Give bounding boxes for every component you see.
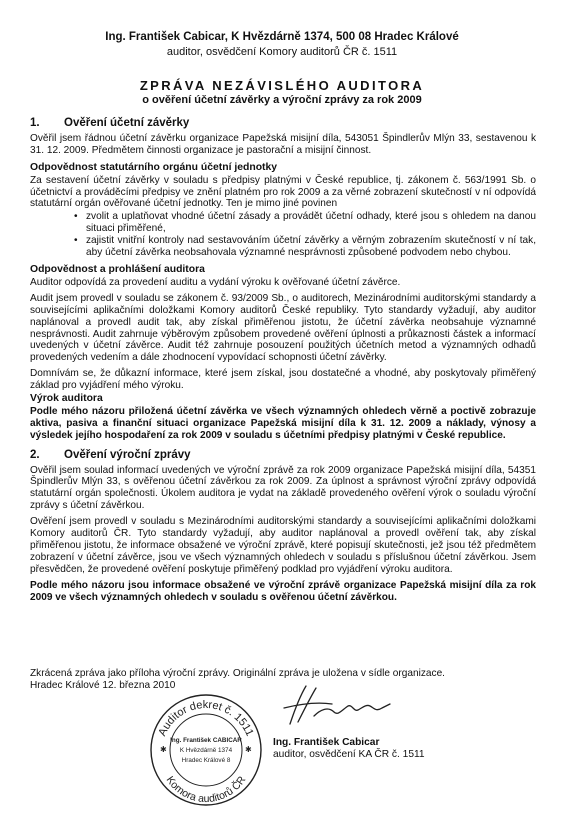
section1-heading	[30, 118, 536, 130]
section1-intro: Ověřil jsem řádnou účetní závěrku organizace Papežská misijní díla, 543051 Špindlerův Mlýn 33, sestavenou k 31. 12. 2009. Předmětem činnosti organizace je pastorační a misijní činnost.	[30, 132, 536, 156]
report-body	[30, 112, 536, 608]
section2-opinion: Podle mého názoru jsou informace obsažené ve výroční zprávě organizace Papežská misijní díla za rok 2009 ve všech významných ohledech v souladu s ověřenou účetní závěrkou.	[30, 579, 536, 603]
auditor-responsibility-text-3: Domnívám se, že důkazní informace, které jsem získal, jsou dostatečné a vhodné, aby poskytovaly přiměřený základ pro vyjádření mého výroku.	[30, 368, 536, 392]
letterhead-name: Ing. František Cabicar, K Hvězdárně 1374, 500 08 Hradec Králové	[105, 31, 459, 43]
stamp-line-2: K Hvězdárně 1374	[179, 747, 233, 754]
report-title: ZPRÁVA NEZÁVISLÉHO AUDITORA	[139, 78, 425, 93]
statutory-responsibility-heading: Odpovědnost statutárního orgánu účetní jednotky	[30, 161, 278, 173]
signer-name: Ing. František Cabicar	[273, 737, 380, 748]
stamp-ring-bottom: Komora auditorů ČR	[163, 774, 249, 806]
closing-note: Zkrácená zpráva jako příloha výroční zprávy. Originální zpráva je uložena v sídle organizace.	[30, 668, 445, 679]
duties-list	[30, 211, 536, 259]
auditor-responsibility-text-2: Audit jsem provedl v souladu se zákonem č. 93/2009 Sb., o auditorech, Mezinárodními auditorskými standardy a souvisejícími aplikačními doložkami Komory auditorů České republiky. Tyto standardy vyžadují, aby auditor naplánoval a provedl audit tak, aby získal přiměřenou jistotu, že účetní závěrka neobsahuje významné nesprávnosti. Audit zahrnuje výběrovým způsobem provedené ověření úplnosti a průkaznosti částek a informací uvedených v účetní závěrce. Audit též zahrnuje posouzení použitých účetních metod a významných odhadů provedených vedením a dále zhodnocení vypovídací schopnosti účetní závěrky.	[30, 292, 536, 364]
section2-text-1: Ověřil jsem soulad informací uvedených ve výroční zprávě za rok 2009 organizace Papežská misijní díla, 54351 Špindlerův Mlýn 33, s ověřenou účetní závěrkou za rok 2009. Za úplnost a správnost výroční zprávy odpovídá statutární orgán společnosti. Úkolem auditora je vydat na základě provedeného ověření výrok o souladu výroční zprávy s účetní závěrkou.	[30, 464, 536, 512]
stamp-star-right: ✱	[245, 745, 252, 754]
stamp-star-left: ✱	[160, 745, 167, 754]
section2-title: Ověření výroční zprávy	[64, 448, 191, 461]
section2-text-2: Ověření jsem provedl v souladu s Mezinárodními auditorskými standardy a souvisejícími aplikačními doložkami Komory auditorů ČR. Tyto standardy vyžadují, aby auditor naplánoval a provedl ověření tak, aby získal přiměřenou jistotu, že informace obsažené ve výroční zprávě, které popisují skutečnosti, jež jsou též předmětem zobrazení v účetní závěrce, jsou ve všech významných ohledech v souladu s příslušnou účetní závěrkou. Jsem přesvědčen, že provedené ověření poskytuje přiměřený podklad pro vyjádření výroku auditora.	[30, 516, 536, 575]
signer-role: auditor, osvědčení KA ČR č. 1511	[273, 749, 425, 760]
letterhead-credential: auditor, osvědčení Komory auditorů ČR č. 1511	[166, 46, 398, 58]
stamp-ring-top: Auditor dekret č. 1511	[156, 698, 256, 739]
auditor-responsibility-heading: Odpovědnost a prohlášení auditora	[30, 263, 205, 275]
opinion-text: Podle mého názoru přiložená účetní závěrka ve všech významných ohledech věrně a poctivě zobrazuje aktiva, pasiva a finanční situaci organizace Papežská misijní díla k 31. 12. 2009 a náklady, výnosy a výsledek jejího hospodaření za rok 2009 v souladu s účetními předpisy platnými v České republice.	[30, 405, 536, 441]
duty-bullet-2: • zajistit vnitřní kontroly nad sestavováním účetní závěrky a věrným zobrazením skutečností v ní tak, aby účetní závěrka neobsahovala významné nesprávnosti způsobené podvodem nebo chybou.	[86, 235, 536, 259]
signer-block	[273, 737, 425, 761]
section1-title: Ověření účetní závěrky	[64, 117, 190, 129]
place-date: Hradec Králové 12. března 2010	[30, 680, 176, 691]
auditor-responsibility-text-1: Auditor odpovídá za provedení auditu a vydání výroku k ověřované účetní závěrce.	[30, 276, 401, 288]
opinion-heading: Výrok auditora	[30, 393, 103, 405]
handwritten-signature	[270, 682, 410, 730]
stamp-line-3: Hradec Králové 8	[181, 757, 231, 764]
report-subtitle: o ověření účetní závěrky a výroční zprávy za rok 2009	[142, 94, 422, 106]
section2-number: 2.	[30, 448, 40, 461]
section1-number: 1.	[30, 117, 40, 129]
section2-heading	[30, 450, 536, 462]
stamp-line-1: Ing. František CABICAR	[170, 737, 242, 744]
statutory-responsibility-text: Za sestavení účetní závěrky v souladu s předpisy platnými v České republice, tj. zákonem č. 563/1991 Sb. o účetnictví a prováděcími předpisy ve znění platném pro rok 2009 a za věrné zobrazení skutečností v ní odpovídá statutární orgán ověřované účetní jednotky. Ten je mimo jiné povinen	[30, 174, 536, 210]
auditor-stamp	[148, 692, 264, 808]
duty-bullet-1: • zvolit a uplatňovat vhodné účetní zásady a provádět účetní odhady, které jsou s ohledem na danou situaci přiměřené,	[86, 211, 536, 235]
